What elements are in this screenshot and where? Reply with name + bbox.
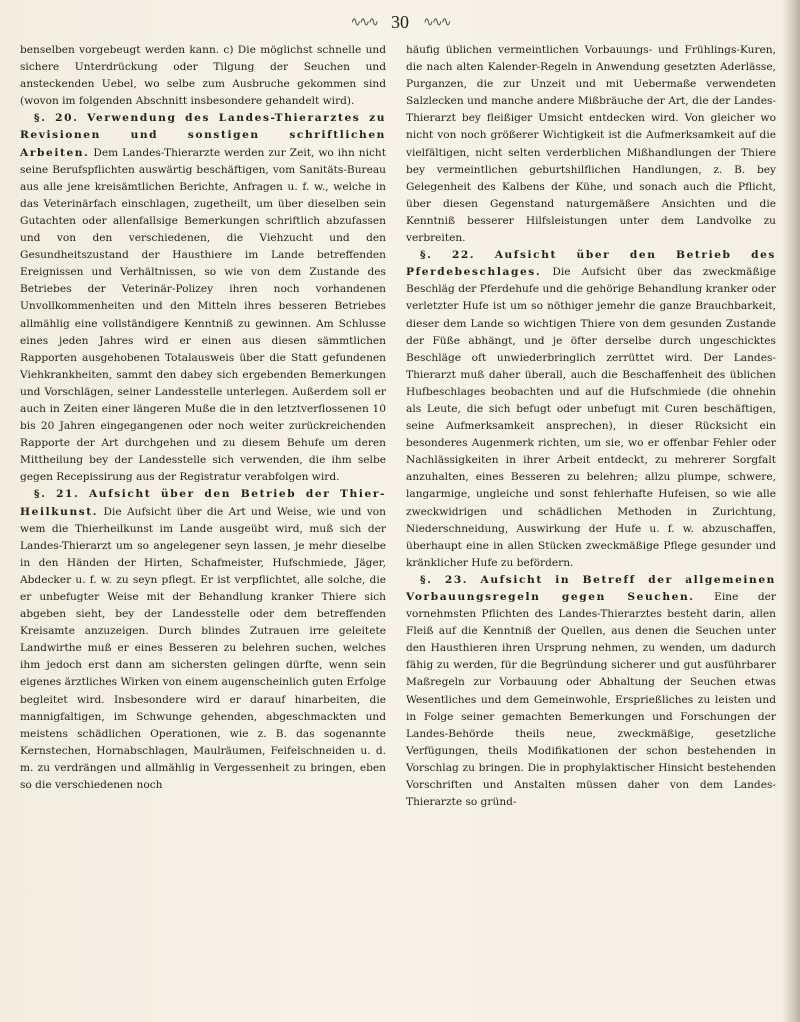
section-21 — [20, 486, 386, 794]
ornament-left: ∿∿∿ — [350, 14, 377, 30]
book-spine-edge — [782, 0, 800, 1022]
section-22-heading: §. 22. Aufsicht über den Betrieb des Pferdebeschlages. — [406, 249, 776, 279]
right-column — [406, 42, 776, 811]
page-number: 30 — [391, 11, 409, 32]
section-20-heading: §. 20. Verwendung des Landes-Thierarztes zu Revisionen und sonstigen schriftlichen Arbeiten. — [20, 112, 386, 159]
left-column — [20, 42, 386, 794]
section-21-heading: §. 21. Aufsicht über den Betrieb der Thier-Heilkunst. — [20, 488, 386, 518]
section-20-body: Dem Landes-Thierarzte werden zur Zeit, wo ihn nicht seine Berufspflichten auswärtig beschäftigen, vom Sanitäts-Bureau aus alle jene kreisämtlichen Berichte, Anfragen u. f. w., welche in das Veterinärfach einschlagen, zugetheilt, um über dieselben sein Gutachten oder allenfallsige Bemerkungen schriftlich abzufassen und von den verschiedenen, die Viehzucht und den Gesundheitszustand der Hausthiere im Lande betreffenden Ereignissen und Verhältnissen, so wie von dem Zustande des Betriebes der Veterinär-Polizey ihren noch vorhandenen Unvollkommenheiten und den Mitteln ihres besseren Betriebes allmählig eine vollständigere Kenntniß zu gewinnen. Am Schlusse eines jeden Jahres wird er einen aus diesen sämmtlichen Rapporten ausgehobenen Totalausweis über die Statt gefundenen Viehkrankheiten, sammt den dabey sich ergebenden Bemerkungen und Vorschlägen, seiner Landesstelle unterlegen. Außerdem soll er auch in Zeiten einer längeren Muße die in den letztverflossenen 10 bis 20 Jahren eingegangenen oder noch weiter zurückreichenden Rapporte der Art durchgehen und zu diesem Behufe um deren Mittheilung bey der Landesstelle sich verwenden, die ihm selbe gegen Recepissirung aus der Registratur verabfolgen wird. — [20, 146, 386, 484]
section-23 — [406, 572, 776, 811]
section-23-heading: §. 23. Aufsicht in Betreff der allgemeinen Vorbauungsregeln gegen Seuchen. — [406, 573, 776, 603]
page-header — [0, 10, 800, 34]
paragraph-continuation: benselben vorgebeugt werden kann. c) Die möglichst schnelle und sichere Unterdrückung oder Tilgung der Seuchen und ansteckenden Uebel, wo selbe zum Ausbruche gekommen sind (wovon im folgenden Abschnitt insbesondere gehandelt wird). — [20, 44, 386, 108]
section-21-body: Die Aufsicht über die Art und Weise, wie und von wem die Thierheilkunst im Lande ausgeübt wird, muß sich der Landes-Thierarzt um so angelegener seyn lassen, je mehr dieselbe in den Händen der Hirten, Schafmeister, Hufschmiede, Jäger, Abdecker u. f. w. zu seyn pflegt. Er ist verpflichtet, alle solche, die er unbefugter Weise mit der Behandlung kranker Thiere sich abgeben sieht, bey der Landesstelle oder dem betreffenden Kreisamte anzuzeigen. Durch blindes Zutrauen irre geleitete Landwirthe muß er eines Besseren zu belehren suchen, welches ihm jedoch erst dann am sichersten gelingen dürfte, wenn sein eigenes ärztliches Wirken von einem augenscheinlich guten Erfolge begleitet wird. Insbesondere wird er darauf hinarbeiten, die mannigfaltigen, im Schwunge gehenden, abgeschmackten und meistens schädlichen Operationen, wie z. B. das sogenannte Kernstechen, Hornabschlagen, Maulräumen, Feifelschneiden u. d. m. zu verdrängen und allmählig in Vergessenheit zu bringen, eben so die verschiedenen noch — [20, 505, 386, 792]
paragraph-continuation-right: häufig üblichen vermeintlichen Vorbauungs- und Frühlings-Kuren, die nach alten Kalender-Regeln in Anwendung gesetzten Aderlässe, Purganzen, die zur Unzeit und mit Uebermaße verwendeten Salzlecken und manche andere Mißbräuche der Art, die der Landes-Thierarzt bey fleißiger Umsicht entdecken wird. Von gleicher wo nicht von noch größerer Wichtigkeit ist die Aufmerksamkeit auf die vielfältigen, nicht selten verderblichen Mißhandlungen der Thiere bey vermeintlichen geburtshilflichen Handlungen, z. B. bey Gelegenheit des Kalbens der Kühe, und sonach auch die Pflicht, über diesen Gegenstand naturgemäßere Ansichten und die Kenntniß besserer Hilfsleistungen unter dem Landvolke zu verbreiten. — [406, 44, 776, 245]
section-22-body: Die Aufsicht über das zweckmäßige Beschläg der Pferdehufe und die gehörige Behandlung kranker oder verletzter Hufe ist um so nöthiger jemehr die ganze Brauchbarkeit, dieser dem Lande so wichtigen Thiere von dem gesunden Zustande der Füße abhängt, und je öfter derselbe durch ungeschicktes Beschläge oft unwiederbringlich zerrüttet wird. Der Landes-Thierarzt muß daher überall, auch die Beschaffenheit des üblichen Hufbeschlages beobachten und auf die Hufschmiede (die ohnehin als Leute, die sich befugt oder unbefugt mit Curen beschäftigen, seine Aufmerksamkeit ansprechen), in dieser Rücksicht ein besonderes Augenmerk richten, um sie, wo er offenbar Fehler oder Nachlässigkeiten in ihrer Arbeit entdeckt, zu mehrerer Sorgfalt anzuhalten, eines Besseren zu belehren; allzu plumpe, schwere, langarmige, ungleiche und sonst fehlerhafte Hufeisen, so wie alle zweckwidrigen und schädlichen Methoden in Zurichtung, Niederschneidung, Auswirkung der Hufe u. f. w. abzuschaffen, überhaupt eine in allen Stücken zweckmäßige Pflege gesunder und kränklicher Hufe zu befördern. — [406, 266, 776, 569]
section-23-body: Eine der vornehmsten Pflichten des Landes-Thierarztes besteht darin, allen Fleiß auf die Kenntniß der Quellen, aus denen die Seuchen unter den Hausthieren ihren Ursprung nehmen, zu wenden, um dadurch fähig zu werden, für die Begründung sicherer und gut ausführbarer Maßregeln zur Vorbauung oder Abhaltung der Seuchen etwas Wesentliches und dem Gemeinwohle, Ersprießliches zu leisten und in Folge seiner gemachten Bemerkungen und Forschungen der Landes-Behörde theils neue, zweckmäßige, gesetzliche Verfügungen, theils Modifikationen der schon bestehenden in Vorschlag zu bringen. Die in prophylaktischer Hinsicht bestehenden Vorschriften und Anstalten müssen daher von dem Landes-Thierarzte so gründ- — [406, 591, 777, 809]
ornament-right: ∿∿∿ — [423, 14, 450, 30]
section-20 — [20, 110, 386, 486]
section-22 — [406, 247, 776, 572]
